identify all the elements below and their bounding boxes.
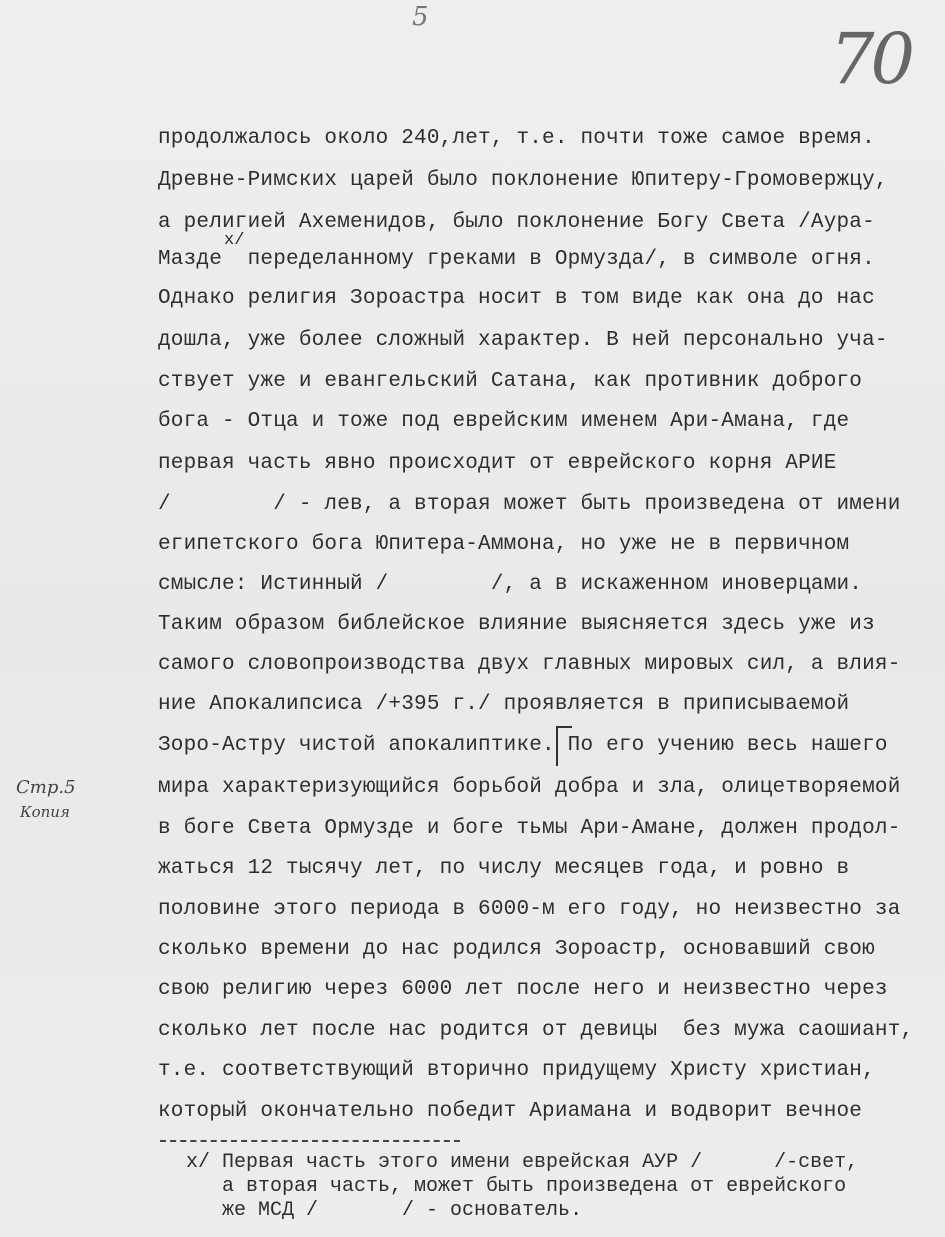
body-line: самого словопроизводства двух главных мировых сил, а влия- xyxy=(158,653,901,676)
footnote-rule xyxy=(160,1140,460,1142)
body-line: половине этого периода в 6000-м его году, но неизвестно за xyxy=(158,898,901,921)
folio-number: 70 xyxy=(830,18,912,100)
body-line: / / - лев, а вторая может быть произведена от имени xyxy=(158,493,901,516)
insertion-bracket xyxy=(556,726,572,766)
margin-note-line: Стр.5 xyxy=(16,777,76,798)
body-line: дошла, уже более сложный характер. В ней персонально уча- xyxy=(158,329,888,352)
body-line: сколько лет после нас родится от девицы без мужа саошиант, xyxy=(158,1019,914,1042)
margin-note-line: Копия xyxy=(20,803,70,821)
page-top-number: 5 xyxy=(412,2,429,32)
footnote-line: х/ Первая часть этого имени еврейская АУР / /-свет, xyxy=(186,1151,859,1174)
margin-note xyxy=(16,776,76,824)
body-line: Мазде переделанному греками в Ормузда/, в символе огня. xyxy=(158,248,875,271)
body-line: первая часть явно происходит от еврейского корня АРИЕ xyxy=(158,452,837,475)
footnote-line: а вторая часть, может быть произведена от еврейского xyxy=(186,1175,847,1198)
body-line: в боге Света Ормузде и боге тьмы Ари-Амане, должен продол- xyxy=(158,817,901,840)
body-line: продолжалось около 240,лет, т.е. почти тоже самое время. xyxy=(158,127,875,150)
body-line: смысле: Истинный / /, а в искаженном иноверцами. xyxy=(158,573,863,596)
body-line: который окончательно победит Ариамана и водворит вечное xyxy=(158,1100,863,1123)
body-line: Однако религия Зороастра носит в том виде как она до нас xyxy=(158,287,875,310)
body-line: Древне-Римских царей было поклонение Юпитеру-Громовержцу, xyxy=(158,169,888,192)
body-line: Зоро-Астру чистой апокалиптике. По его учению весь нашего xyxy=(158,734,888,757)
body-line: бога - Отца и тоже под еврейским именем Ари-Амана, где xyxy=(158,410,850,433)
body-line: ствует уже и евангельский Сатана, как противник доброго xyxy=(158,370,863,393)
body-line: сколько времени до нас родился Зороастр, основавший свою xyxy=(158,938,875,961)
body-line: мира характеризующийся борьбой добра и зла, олицетворяемой xyxy=(158,776,901,799)
body-line: ние Апокалипсиса /+395 г./ проявляется в приписываемой xyxy=(158,693,850,716)
body-line: т.е. соответствующий вторично придущему Христу христиан, xyxy=(158,1059,875,1082)
body-line: свою религию через 6000 лет после него и неизвестно через xyxy=(158,978,888,1001)
body-line: Таким образом библейское влияние выясняется здесь уже из xyxy=(158,613,875,636)
footnote-line: же МСД / / - основатель. xyxy=(186,1199,583,1222)
footnote-marker: х/ xyxy=(224,231,245,250)
body-line: египетского бога Юпитера-Аммона, но уже не в первичном xyxy=(158,533,863,556)
body-line: а религией Ахеменидов, было поклонение Богу Света /Аура- xyxy=(158,211,875,234)
body-line: жаться 12 тысячу лет, по числу месяцев года, и ровно в xyxy=(158,857,850,880)
